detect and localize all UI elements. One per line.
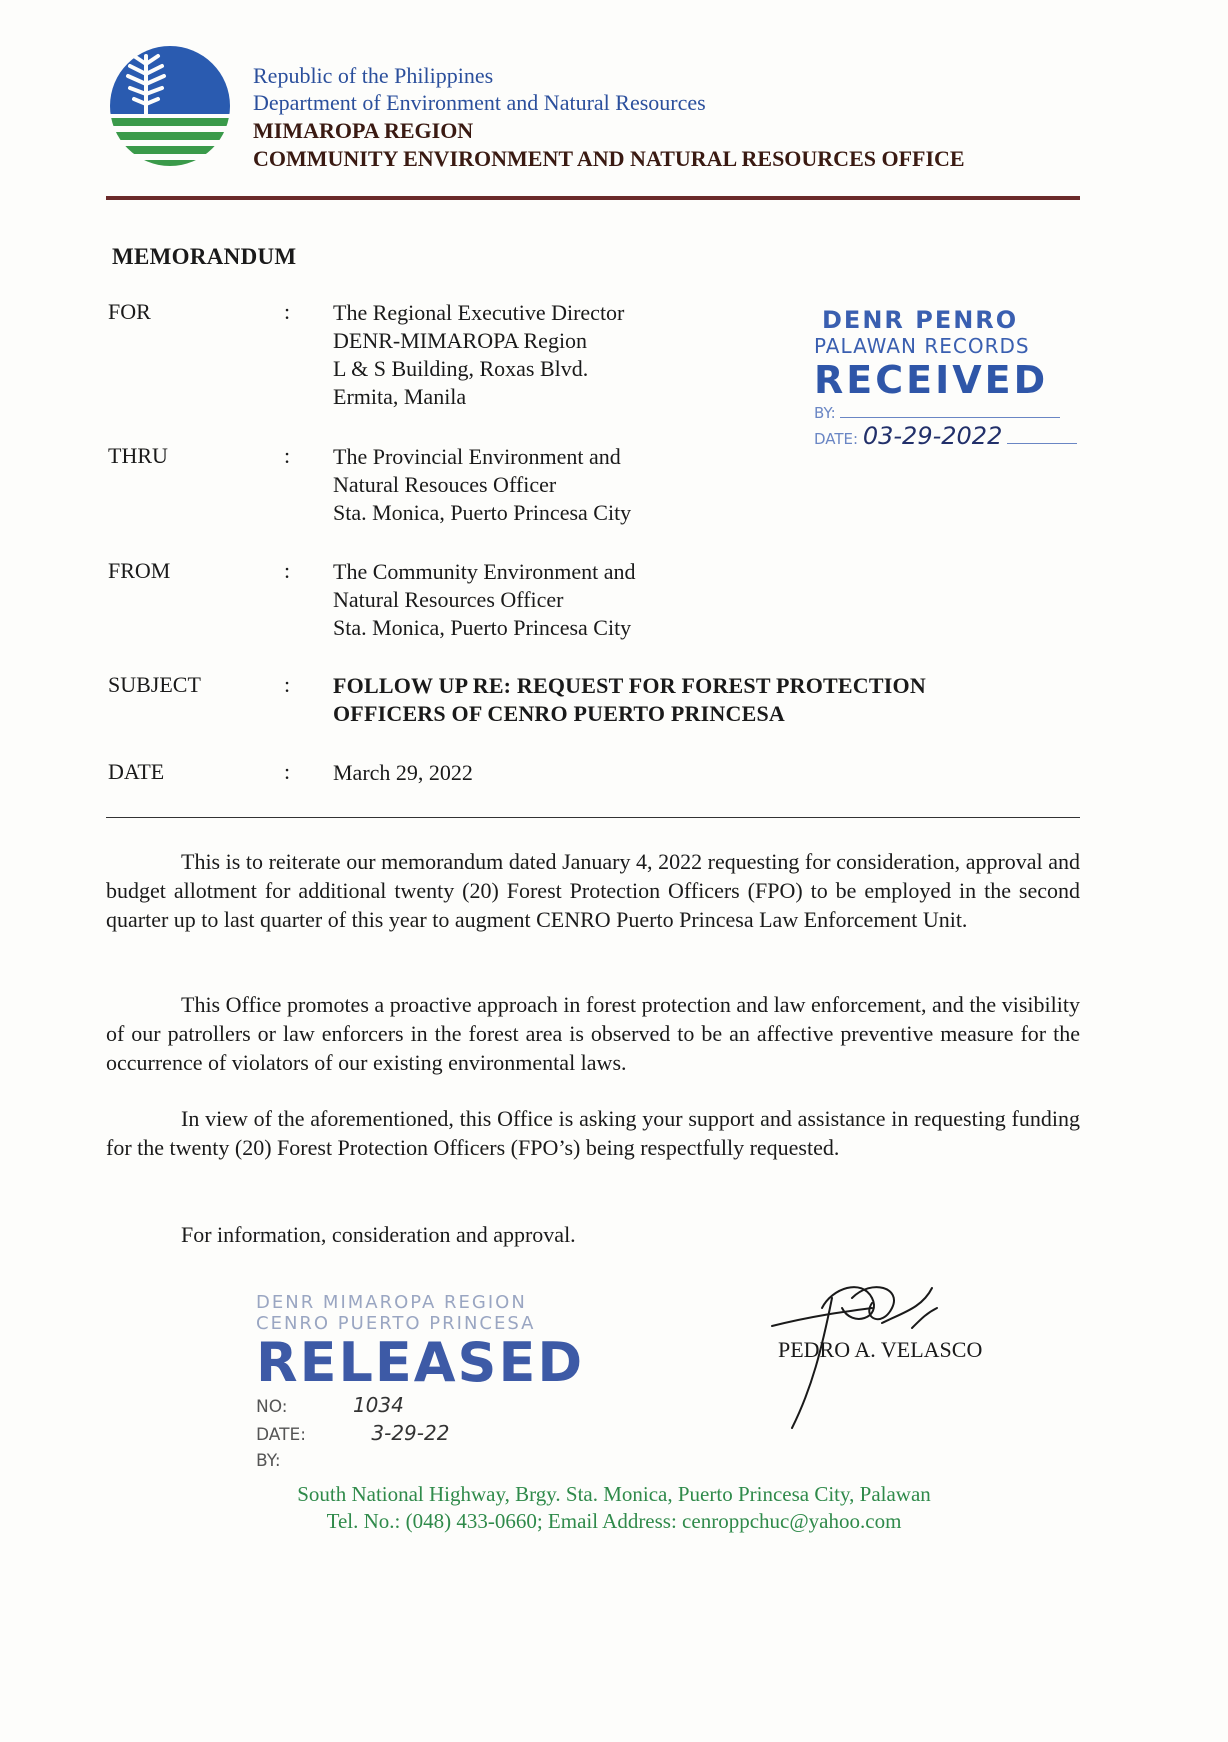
received-by-line [840,417,1060,418]
for-value [333,299,624,411]
released-by-label: BY: [256,1451,281,1471]
denr-logo-icon [108,44,232,168]
subject-value [333,672,926,728]
header-republic: Republic of the Philippines [253,63,494,88]
header-department: Department of Environment and Natural Resources [253,90,706,115]
date-value: March 29, 2022 [333,760,473,785]
received-date-line [1007,443,1077,444]
received-stamp [814,306,1084,450]
body-paragraph-1: This is to reiterate our memorandum dated January 4, 2022 requesting for consideration, approval and budget allotment for additional twenty (20) Forest Protection Officers (FPO) to be employed in the second quarter up to last quarter of this year to augment CENRO Puerto Princesa Law Enforcement Unit. [106,849,1080,932]
for-line: L & S Building, Roxas Blvd. [333,356,589,381]
released-stamp-title: RELEASED [256,1331,585,1394]
released-no-value: 1034 [352,1393,404,1417]
received-stamp-title: RECEIVED [814,358,1049,402]
received-stamp-office: DENR PENRO [822,306,1019,334]
thru-label: THRU [108,443,168,468]
subject-label: SUBJECT [108,672,201,697]
received-stamp-records: PALAWAN RECORDS [814,334,1030,358]
body-paragraph-3: In view of the aforementioned, this Office is asking your support and assistance in requesting funding for the twenty (20) Forest Protection Officers (FPO’s) being respectfully requested. [106,1106,1080,1160]
released-stamp-no [256,1392,576,1420]
from-line: The Community Environment and [333,559,636,584]
header-region: MIMAROPA REGION [253,118,474,143]
for-line: DENR-MIMAROPA Region [333,328,588,353]
footer-contact: Tel. No.: (048) 433-0660; Email Address: cenroppchuc@yahoo.com [326,1509,902,1533]
body-paragraph-4: For information, consideration and approval. [181,1222,576,1247]
from-colon: : [284,558,291,583]
released-stamp-region: DENR MIMAROPA REGION [256,1292,527,1313]
for-line: Ermita, Manila [333,384,467,409]
date-label: DATE [108,759,165,784]
released-stamp-office: CENRO PUERTO PRINCESA [256,1313,536,1334]
thru-line: The Provincial Environment and [333,444,621,469]
date-colon: : [284,759,291,784]
released-no-label: NO: [256,1397,288,1417]
received-date-label: DATE: [814,430,859,448]
thru-value [333,443,631,527]
thru-line: Natural Resouces Officer [333,472,557,497]
received-date-value: 03-29-2022 [862,422,1003,450]
footer-address: South National Highway, Brgy. Sta. Monica, Puerto Princesa City, Palawan [297,1482,931,1506]
from-value [333,558,635,642]
signatory-name: PEDRO A. VELASCO [778,1337,983,1362]
released-stamp-date [256,1420,576,1448]
subject-colon: : [284,672,291,697]
received-stamp-date [814,422,1084,450]
released-stamp [256,1292,585,1474]
released-date-label: DATE: [256,1425,306,1445]
header-office: COMMUNITY ENVIRONMENT AND NATURAL RESOURCES OFFICE [253,146,965,171]
body-paragraph-2: This Office promotes a proactive approach in forest protection and law enforcement, and the visibility of our patrollers or law enforcers in the forest area is observed to be an affective preventive measure for the occurrence of violators of our existing environmental laws. [106,992,1080,1075]
subject-line: OFFICERS OF CENRO PUERTO PRINCESA [333,701,785,726]
for-label: FOR [108,299,151,324]
thru-colon: : [284,443,291,468]
header-rule [106,196,1080,200]
separator-rule [106,817,1080,818]
received-by-label: BY: [814,404,836,422]
from-line: Natural Resources Officer [333,587,564,612]
released-stamp-by [256,1448,576,1474]
for-line: The Regional Executive Director [333,300,625,325]
from-line: Sta. Monica, Puerto Princesa City [333,615,632,640]
thru-line: Sta. Monica, Puerto Princesa City [333,500,632,525]
received-stamp-by [814,404,1084,422]
released-date-value: 3-29-22 [371,1421,450,1445]
from-label: FROM [108,558,171,583]
memo-title: MEMORANDUM [112,244,297,269]
for-colon: : [284,299,291,324]
subject-line: FOLLOW UP RE: REQUEST FOR FOREST PROTECTION [333,673,926,698]
